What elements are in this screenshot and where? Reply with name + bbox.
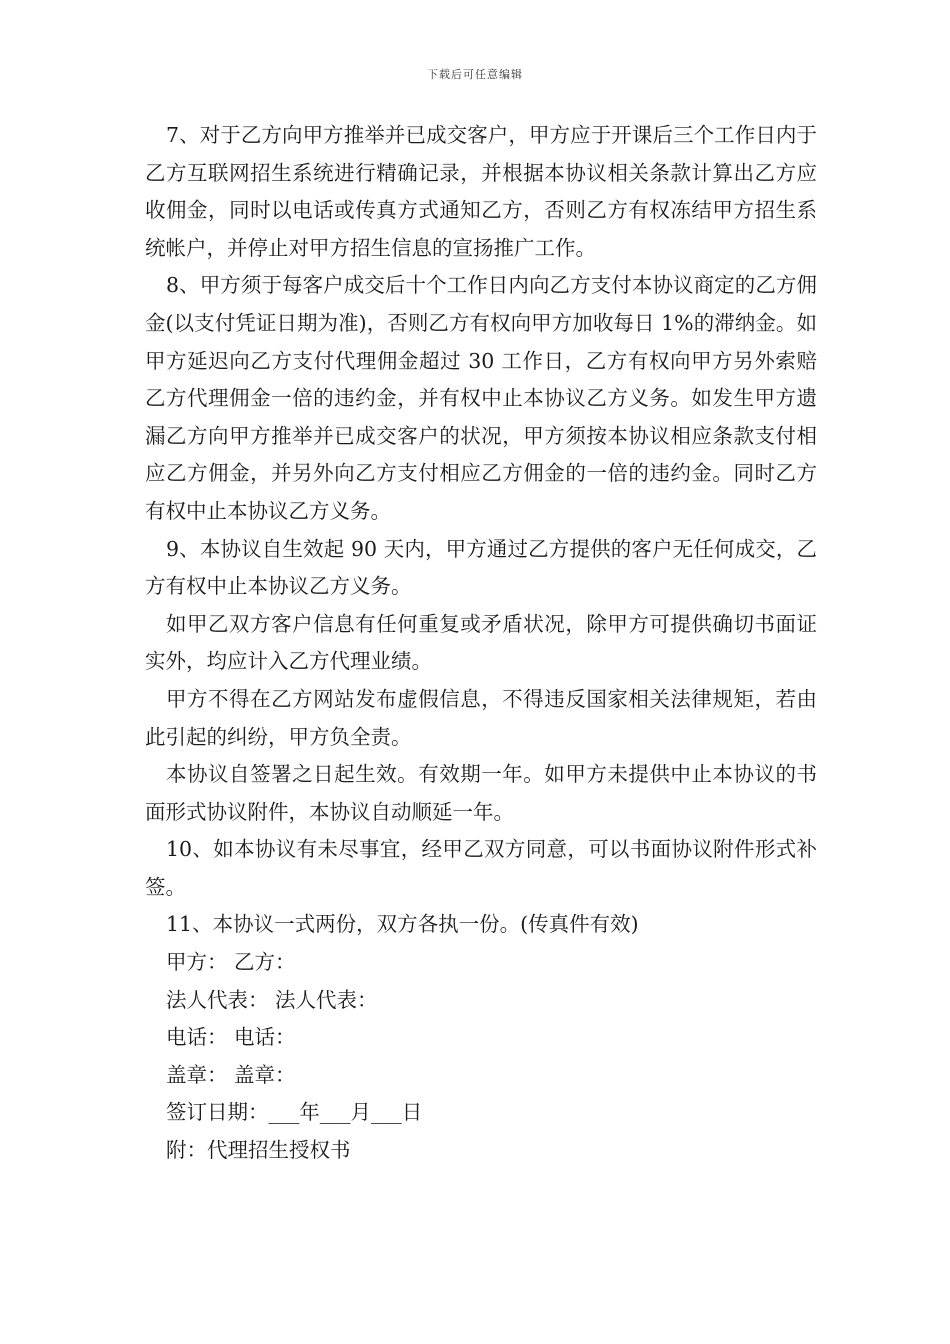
clause-duplicate-info: 如甲乙双方客户信息有任何重复或矛盾状况，除甲方可提供确切书面证实外，均应计入乙方代理业绩。: [145, 611, 817, 674]
signature-seal-line: 盖章： 盖章：: [166, 1062, 296, 1087]
clause-false-info: 甲方不得在乙方网站发布虚假信息，不得违反国家相关法律规矩，若由此引起的纠纷，甲方负全责。: [145, 686, 817, 749]
signature-legal-rep-line: 法人代表： 法人代表：: [166, 987, 378, 1012]
clause-8: 8、甲方须于每客户成交后十个工作日内向乙方支付本协议商定的乙方佣金(以支付凭证日期为准)，否则乙方有权向甲方加收每日 1%的滞纳金。如甲方延迟向乙方支付代理佣金超过 30 工作日，乙方有权向甲方另外索赔乙方代理佣金一倍的违约金，并有权中止本协议乙方义务。如发生甲方遗漏乙方向甲方推举并已成交客户的状况，甲方须按本协议相应条款支付相应乙方佣金，并另外向乙方支付相应乙方佣金的一倍的违约金。同时乙方有权中止本协议乙方义务。: [145, 273, 817, 523]
clause-7: 7、对于乙方向甲方推举并已成交客户，甲方应于开课后三个工作日内于乙方互联网招生系统进行精确记录，并根据本协议相关条款计算出乙方应收佣金，同时以电话或传真方式通知乙方，否则乙方有权冻结甲方招生系统帐户，并停止对甲方招生信息的宣扬推广工作。: [145, 123, 817, 260]
signing-date-line: 签订日期：___年___月___日: [166, 1100, 423, 1125]
clause-10: 10、如本协议有未尽事宜，经甲乙双方同意，可以书面协议附件形式补签。: [145, 837, 817, 899]
clause-validity: 本协议自签署之日起生效。有效期一年。如甲方未提供中止本协议的书面形式协议附件，本协议自动顺延一年。: [145, 762, 817, 824]
page-header: 下载后可任意编辑: [427, 68, 523, 81]
signature-phone-line: 电话： 电话：: [166, 1025, 296, 1050]
attachment-line: 附：代理招生授权书: [166, 1138, 351, 1163]
signature-party-line: 甲方： 乙方：: [166, 950, 296, 975]
clause-9: 9、本协议自生效起 90 天内，甲方通过乙方提供的客户无任何成交，乙方有权中止本协议乙方义务。: [145, 536, 817, 599]
clause-11: 11、本协议一式两份，双方各执一份。(传真件有效): [166, 912, 639, 937]
document-body: [145, 117, 817, 1170]
